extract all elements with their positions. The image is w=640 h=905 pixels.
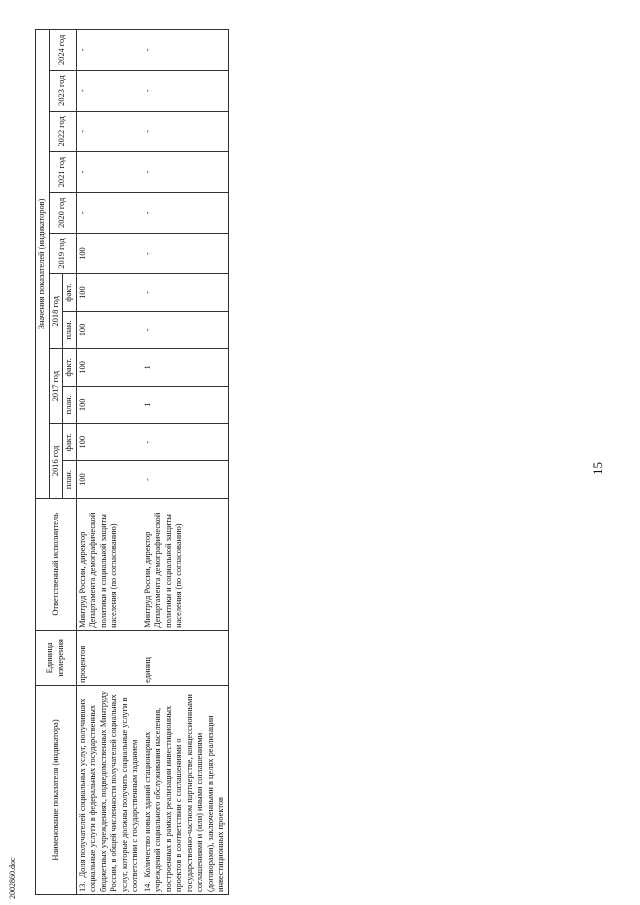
header-plan-2018: план. [63, 311, 77, 348]
value-2016-plan: - [142, 461, 229, 498]
header-plan-2017: план. [63, 386, 77, 423]
header-year-2023: 2023 год [49, 70, 76, 111]
responsible-cell: Минтруд России, директор Департамента демографической политики и социальной защиты населения (по согласованию) [142, 498, 229, 630]
header-year-2021: 2021 год [49, 152, 76, 193]
value-2017-plan: 100 [76, 386, 142, 423]
indicator-name: Количество новых зданий стационарных учреждений социального обслуживания населения, построенных в рамках реализации инвестиционных проектов в соответствии с соглашениями о государственно-частном партнерстве, концессионными соглашениями и (или) иными соглашениями (договорами), заключенными в целях реализации инвестиционных проектов [142, 694, 225, 892]
indicators-table [35, 29, 229, 895]
header-fact-2016: факт. [63, 424, 77, 461]
value-2017-fact: 100 [76, 349, 142, 386]
value-2018-fact: - [142, 274, 229, 311]
value-2022: - [76, 111, 142, 152]
table-row [142, 30, 229, 895]
value-2018-fact: 100 [76, 274, 142, 311]
header-values-group: Значения показателей (индикаторов) [36, 30, 50, 499]
header-year-2016: 2016 год [49, 424, 63, 499]
header-year-2018: 2018 год [49, 274, 63, 349]
header-fact-2017: факт. [63, 349, 77, 386]
indicator-name: Доля получателей социальных услуг, получивших социальные услуги в федеральных государственных бюджетных учреждениях, подведомственных Минтруду России, в общей численности получателей социальных услуг, которые должны получить социальные услуги в соответствии с государственным заданием [77, 690, 139, 892]
unit-cell: единиц [142, 630, 229, 685]
header-year-2020: 2020 год [49, 192, 76, 233]
row-number: 13. [77, 881, 87, 892]
value-2021: - [76, 152, 142, 193]
page-number: 15 [590, 462, 605, 475]
header-name: Наименование показателя (индикатора) [36, 685, 77, 894]
value-2020: - [142, 192, 229, 233]
unit-cell: процентов [76, 630, 142, 685]
value-2016-fact: - [142, 424, 229, 461]
value-2017-fact: 1 [142, 349, 229, 386]
header-unit: Единица измерения [36, 630, 77, 685]
value-2019: 100 [76, 233, 142, 274]
value-2016-plan: 100 [76, 461, 142, 498]
header-year-2019: 2019 год [49, 233, 76, 274]
value-2021: - [142, 152, 229, 193]
header-fact-2018: факт. [63, 274, 77, 311]
header-plan-2016: план. [63, 461, 77, 498]
value-2022: - [142, 111, 229, 152]
value-2023: - [76, 70, 142, 111]
header-responsible: Ответственный исполнитель [36, 498, 77, 630]
table-row [76, 30, 142, 895]
value-2023: - [142, 70, 229, 111]
value-2018-plan: - [142, 311, 229, 348]
value-2024: - [142, 30, 229, 71]
value-2019: - [142, 233, 229, 274]
document-id: 2002860.doc [8, 857, 17, 899]
value-2020: - [76, 192, 142, 233]
value-2018-plan: 100 [76, 311, 142, 348]
row-number: 14. [142, 881, 152, 892]
header-year-2024: 2024 год [49, 30, 76, 71]
header-year-2022: 2022 год [49, 111, 76, 152]
value-2016-fact: 100 [76, 424, 142, 461]
value-2024: - [76, 30, 142, 71]
indicator-name-cell [142, 685, 229, 894]
indicator-name-cell [76, 685, 142, 894]
responsible-cell: Минтруд России, директор Департамента демографической политики и социальной защиты населения (по согласованию) [76, 498, 142, 630]
header-year-2017: 2017 год [49, 349, 63, 424]
value-2017-plan: 1 [142, 386, 229, 423]
